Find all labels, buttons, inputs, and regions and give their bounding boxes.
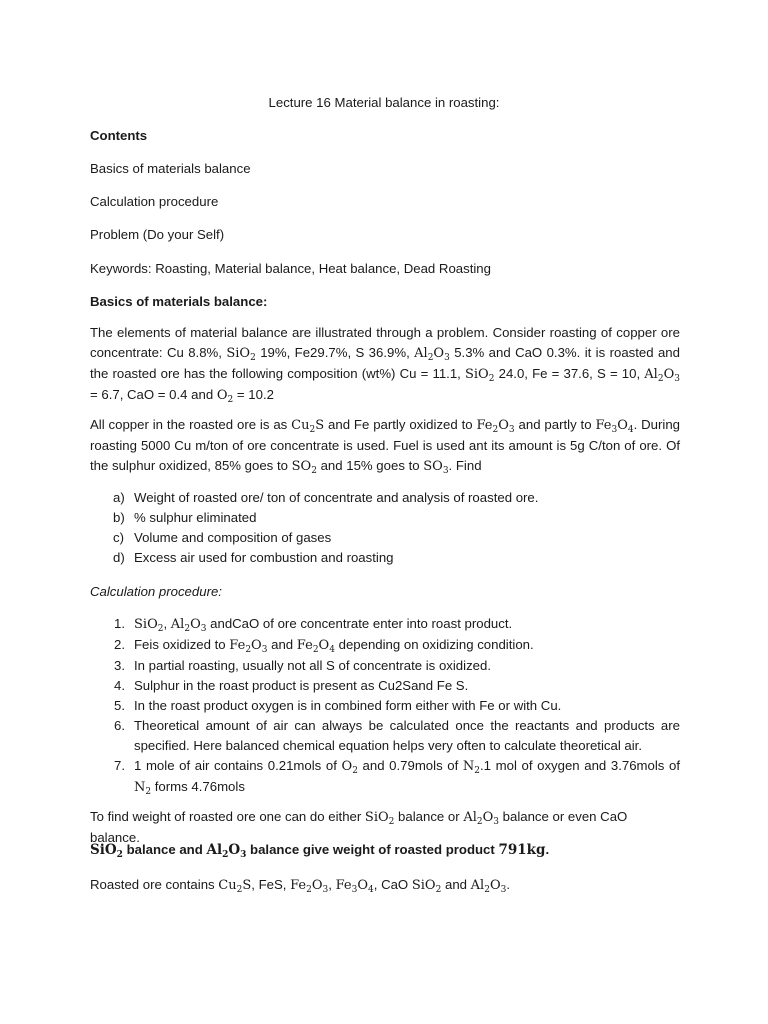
contents-item: Calculation procedure [90,194,219,209]
procedure-list [90,614,680,798]
list-item: a) Weight of roasted ore/ ton of concentrate and analysis of roasted ore. [90,488,680,508]
list-item: 4. Sulphur in the roast product is present as Cu2Sand Fe S. [114,678,469,693]
list-item: 3. In partial roasting, usually not all S of concentrate is oxidized. [114,658,491,673]
keywords-line: Keywords: Roasting, Material balance, Heat balance, Dead Roasting [90,261,491,276]
list-marker: d) [113,550,125,565]
list-item: 6. Theoretical amount of air can always be calculated once the reactants and products are specified. Here balanced chemical equation helps very often to calculate theoretical air. [114,718,680,753]
list-item: d) Excess air used for combustion and roasting [90,548,680,568]
list-item: 1. SiO$_2$, $Al_2O_3$ andCaO of ore concentrate enter into roast product. [114,616,513,634]
list-item: 2. Feis oxidized to $Fe_2O_3$ and $Fe_2O_4$ depending on oxidizing condition. [114,637,534,655]
contents-item: Basics of materials balance [90,161,251,176]
section-heading: Basics of materials balance: [90,294,268,309]
calculation-heading: Calculation procedure: [90,584,222,599]
list-marker: c) [113,530,124,545]
list-item: 7. 1 mole of air contains 0.21mols of $O_2$ and 0.79mols of $N_2.1$ mol of oxygen and 3.76mols of $N_2$ forms 4.76mols [114,758,680,797]
lecture-title: Lecture 16 Material balance in roasting: [268,95,500,110]
closing-paragraph-3: Roasted ore contains $Cu_2S$, FeS, $Fe_2O_3$, $Fe_3O_4$, CaO SiO$_2$ and $Al_2O_3$. [90,877,511,895]
contents-heading: Contents [90,128,148,143]
problem-paragraph-1: The elements of material balance are illustrated through a problem. Consider roasting of copper ore concentrate: Cu 8.8%, SiO$_2$ 19%, Fe29.7%, S 36.9%, $Al_2O_3$ 5.3% and CaO 0.3%. it is roasted and the roasted ore has the following composition (wt%) Cu = 11.1, SiO$_2$ 24.0, Fe = 37.6, S = 10, $Al_2O_3 = 6.7$, CaO = 0.4 and $O_2 = 10.2$ [90,325,680,405]
find-list [90,488,680,568]
list-item: b) % sulphur eliminated [90,508,680,528]
closing-paragraph-2: SiO$_2$ balance and $Al_2O_3$ balance give weight of roasted product 791kg. [90,842,550,860]
problem-paragraph-2: All copper in the roasted ore is as $Cu_2S$ and Fe partly oxidized to $Fe_2O_3$ and partly to $Fe_3O_4$. During roasting 5000 Cu m/ton of ore concentrate is used. Fuel is used ant its amount is 5g C/ton of ore. Of the sulphur oxidized, 85% goes to $SO_2$ and 15% goes to $SO_3$. Find [90,417,680,476]
contents-item: Problem (Do your Self) [90,227,225,242]
closing-paragraph-1: To find weight of roasted ore one can do either SiO$_2$ balance or $Al_2O_3$ balance or even CaO balance. [90,809,628,845]
list-item: c) Volume and composition of gases [90,528,680,548]
list-item: 5. In the roast product oxygen is in combined form either with Fe or with Cu. [114,698,562,713]
list-marker: b) [113,510,125,525]
list-marker: a) [113,490,125,505]
